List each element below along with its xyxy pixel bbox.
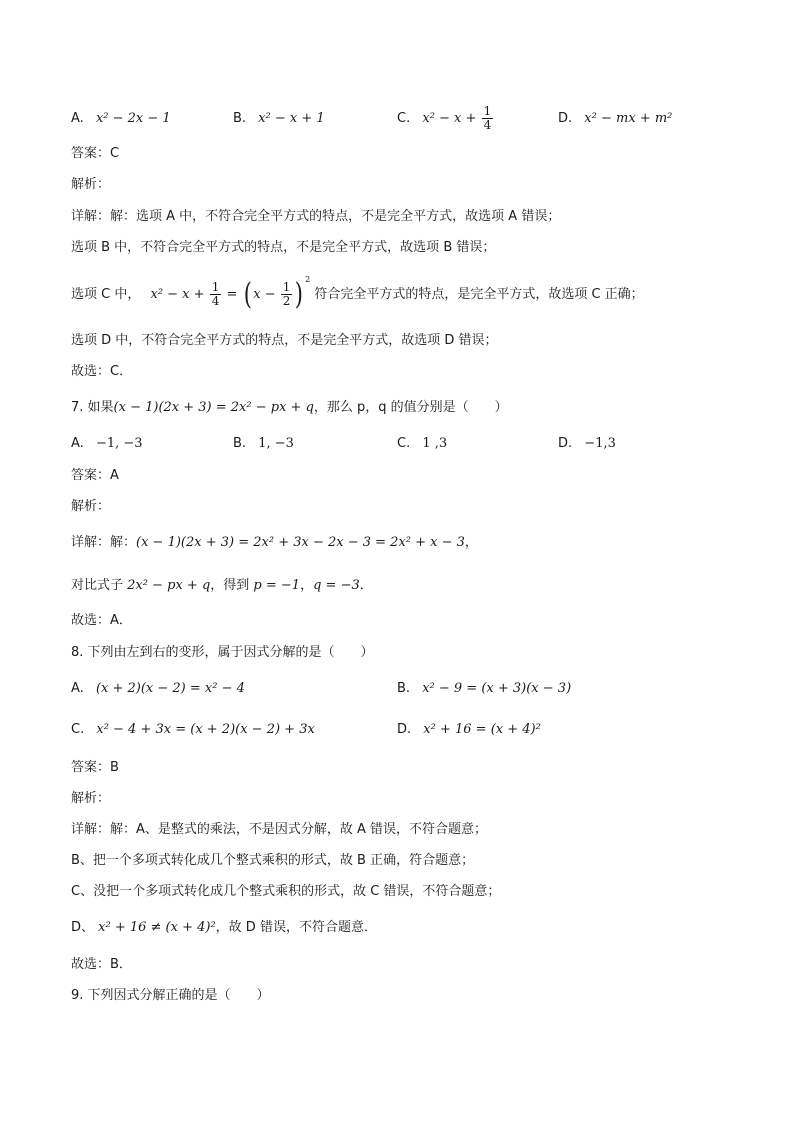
q6-detail-1: 详解：解：选项 A 中，不符合完全平方式的特点，不是完全平方式，故选项 A 错误； bbox=[71, 209, 561, 224]
q6-detail-3-frac1-den: 4 bbox=[211, 294, 220, 308]
q8-stem: 8. 下列由左到右的变形，属于因式分解的是（ ） bbox=[71, 645, 374, 660]
q6-option-b-expr: x² − x + 1 bbox=[258, 111, 325, 126]
q7-option-c-expr: 1 ,3 bbox=[422, 436, 448, 451]
q6-detail-3-frac1-num: 1 bbox=[211, 280, 220, 294]
q6-option-b bbox=[233, 109, 325, 129]
q8-option-b-expr: x² − 9 = (x + 3)(x − 3) bbox=[422, 681, 572, 696]
q8-option-a-letter: A. bbox=[71, 681, 84, 696]
q7-detail-2 bbox=[71, 576, 373, 596]
q6-detail-3-post: 符合完全平方式的特点，是完全平方式，故选项 C 正确； bbox=[314, 287, 644, 302]
q9-stem: 9. 下列因式分解正确的是（ ） bbox=[71, 988, 270, 1003]
q6-detail-3-frac2-num: 1 bbox=[282, 280, 291, 294]
q6-detail-2: 选项 B 中，不符合完全平方式的特点，不是完全平方式，故选项 B 错误； bbox=[71, 240, 496, 255]
q6-analysis-label: 解析： bbox=[71, 177, 111, 192]
q8-option-d-expr: x² + 16 = (x + 4)² bbox=[423, 722, 541, 737]
q7-stem-pre: 7. 如果 bbox=[71, 400, 114, 415]
q8-option-c-letter: C. bbox=[71, 722, 85, 737]
q6-detail-3-square: 2 bbox=[305, 275, 311, 284]
q7-detail-2-math2: p = −1 bbox=[253, 578, 301, 593]
q8-option-a bbox=[71, 679, 245, 699]
q7-detail-2-math3: q = −3 bbox=[313, 578, 360, 593]
q6-detail-3-eq: = bbox=[226, 287, 238, 302]
q7-stem bbox=[71, 398, 508, 418]
q7-option-c-letter: C. bbox=[397, 436, 411, 451]
q7-option-a-expr: −1, −3 bbox=[95, 436, 143, 451]
q6-option-a-expr: x² − 2x − 1 bbox=[95, 111, 171, 126]
q6-option-d-letter: D. bbox=[558, 111, 573, 126]
q6-detail-3 bbox=[71, 275, 644, 315]
q7-detail-1-math: (x − 1)(2x + 3) = 2x² + 3x − 2x − 3 = 2x² + x − 3 bbox=[136, 535, 465, 550]
q8-detail-2: B、把一个多项式转化成几个整式乘积的形式，故 B 正确，符合题意； bbox=[71, 853, 475, 868]
q6-detail-3-frac2-den: 2 bbox=[282, 294, 291, 308]
q7-detail-2-post: ． bbox=[359, 578, 373, 593]
q8-option-a-expr: (x + 2)(x − 2) = x² − 4 bbox=[95, 681, 245, 696]
q7-option-d-letter: D. bbox=[558, 436, 573, 451]
q7-detail-2-pre: 对比式子 bbox=[71, 578, 124, 593]
q8-detail-4 bbox=[71, 918, 377, 938]
q8-conclusion: 故选：B． bbox=[71, 957, 132, 972]
q6-option-a-letter: A. bbox=[71, 111, 84, 126]
q6-option-c-frac-num: 1 bbox=[483, 104, 492, 118]
q7-answer: 答案：A bbox=[71, 468, 119, 483]
q6-option-d bbox=[558, 109, 672, 129]
q7-detail-2-mid: ，得到 bbox=[210, 578, 250, 593]
q8-detail-3: C、没把一个多项式转化成几个整式乘积的形式，故 C 错误，不符合题意； bbox=[71, 884, 501, 899]
q7-detail-1-pre: 详解：解： bbox=[71, 535, 137, 550]
q8-option-c bbox=[71, 720, 315, 740]
q6-detail-3-rparen: ) bbox=[295, 276, 304, 312]
q7-option-d-expr: −1,3 bbox=[584, 436, 616, 451]
q8-option-b bbox=[397, 679, 571, 699]
q7-detail-2-math1: 2x² − px + q bbox=[127, 578, 211, 593]
q7-option-b-letter: B. bbox=[233, 436, 247, 451]
q6-detail-3-inner: x − bbox=[253, 287, 276, 302]
q7-option-b bbox=[233, 434, 294, 454]
q8-detail-4-post: ，故 D 错误，不符合题意． bbox=[215, 920, 377, 935]
q6-option-a bbox=[71, 109, 171, 129]
q8-analysis-label: 解析： bbox=[71, 791, 111, 806]
q7-detail-1-post: ， bbox=[464, 535, 478, 550]
q7-detail-1 bbox=[71, 533, 478, 553]
q6-detail-3-frac2 bbox=[281, 281, 293, 308]
q7-detail-2-sep: ， bbox=[300, 578, 314, 593]
q6-conclusion: 故选：C． bbox=[71, 364, 133, 379]
q7-option-a bbox=[71, 434, 143, 454]
q6-option-c-expr: x² − x + bbox=[422, 111, 477, 126]
q6-detail-3-pre: 选项 C 中， bbox=[71, 287, 141, 302]
q8-option-d-letter: D. bbox=[397, 722, 412, 737]
q6-option-b-letter: B. bbox=[233, 111, 247, 126]
q7-option-c bbox=[397, 434, 447, 454]
q8-answer: 答案：B bbox=[71, 760, 119, 775]
q7-option-d bbox=[558, 434, 616, 454]
q6-detail-3-math: x² − x + bbox=[150, 287, 205, 302]
q7-stem-math: (x − 1)(2x + 3) = 2x² − px + q bbox=[113, 400, 314, 415]
q6-option-c-letter: C. bbox=[397, 111, 411, 126]
q6-option-c bbox=[397, 102, 494, 136]
q8-option-d bbox=[397, 720, 541, 740]
q8-detail-1: 详解：解：A、是整式的乘法，不是因式分解，故 A 错误，不符合题意； bbox=[71, 822, 488, 837]
q6-option-d-expr: x² − mx + m² bbox=[584, 111, 673, 126]
q6-detail-3-frac1 bbox=[210, 281, 222, 308]
q7-option-b-expr: 1, −3 bbox=[258, 436, 294, 451]
q8-detail-4-math: x² + 16 ≠ (x + 4)² bbox=[98, 920, 216, 935]
q7-option-a-letter: A. bbox=[71, 436, 84, 451]
q6-detail-3-lparen: ( bbox=[243, 276, 252, 312]
q6-detail-4: 选项 D 中，不符合完全平方式的特点，不是完全平方式，故选项 D 错误； bbox=[71, 333, 498, 348]
q8-detail-4-pre: D、 bbox=[71, 920, 95, 935]
q6-answer: 答案：C bbox=[71, 146, 120, 161]
q7-stem-post: ，那么 p，q 的值分别是（ ） bbox=[313, 400, 508, 415]
q6-option-c-fraction bbox=[482, 105, 494, 132]
q8-option-b-letter: B. bbox=[397, 681, 411, 696]
q7-analysis-label: 解析： bbox=[71, 499, 111, 514]
q6-option-c-frac-den: 4 bbox=[483, 118, 492, 132]
q7-conclusion: 故选：A． bbox=[71, 613, 132, 628]
q8-option-c-expr: x² − 4 + 3x = (x + 2)(x − 2) + 3x bbox=[96, 722, 315, 737]
